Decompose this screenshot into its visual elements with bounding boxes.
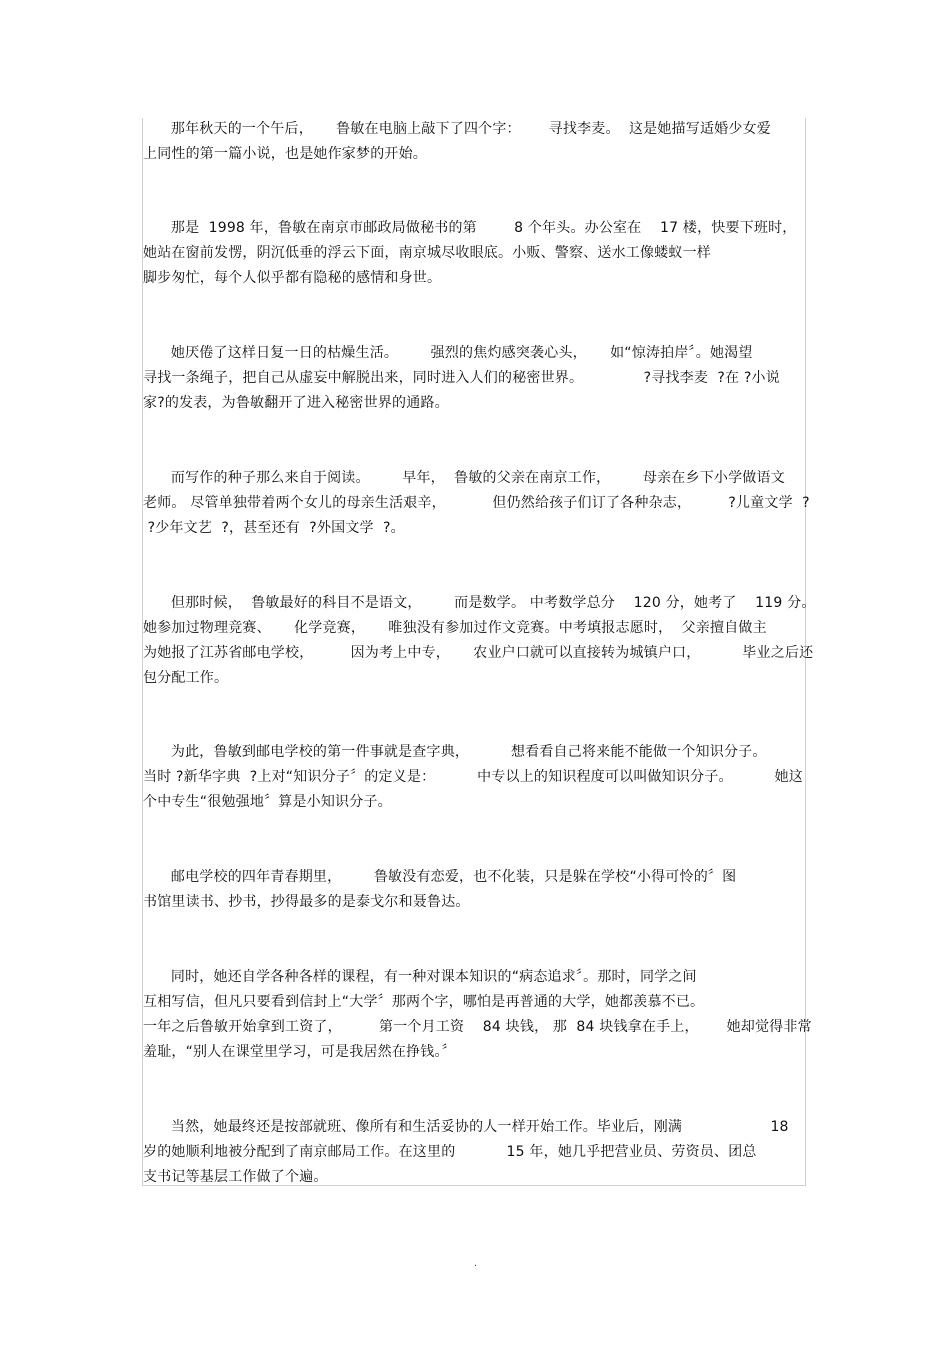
- text-line: 当然，她最终还是按部就班、像所有和生活妥协的人一样开始工作。毕业后，刚满 18: [143, 1119, 789, 1135]
- text-line: 而写作的种子那么来自于阅读。 早年， 鲁敏的父亲在南京工作， 母亲在乡下小学做语文: [143, 470, 785, 486]
- text-line: ?少年文艺 ?，甚至还有 ?外国文学 ?。: [143, 520, 405, 536]
- text-line: 那是 1998 年，鲁敏在南京市邮政局做秘书的第 8 个年头。办公室在 17 楼，快要下班时，: [143, 220, 797, 236]
- text-line: 书馆里读书、抄书，抄得最多的是泰戈尔和聂鲁达。: [143, 894, 470, 910]
- text-line: 一年之后鲁敏开始拿到工资了， 第一个月工资 84 块钱， 那 84 块钱拿在手上， 她却觉得非常: [143, 1019, 812, 1035]
- text-line: 她参加过物理竞赛、 化学竞赛， 唯独没有参加过作文竞赛。中考填报志愿时， 父亲擅自做主: [143, 620, 767, 636]
- text-line: 她厌倦了这样日复一日的枯燥生活。 强烈的焦灼感突袭心头， 如“惊涛拍岸〞。她渴望: [143, 345, 753, 361]
- text-line: 脚步匆忙，每个人似乎都有隐秘的感情和身世。: [143, 270, 442, 286]
- text-line: 个中专生“很勉强地〞算是小知识分子。: [143, 794, 392, 810]
- text-line: 岁的她顺利地被分配到了南京邮局工作。在这里的 15 年，她几乎把营业员、劳资员、团总: [143, 1144, 757, 1160]
- text-line: 为她报了江苏省邮电学校， 因为考上中专， 农业户口就可以直接转为城镇户口， 毕业之后还: [143, 645, 814, 661]
- text-line: 那年秋天的一个午后， 鲁敏在电脑上敲下了四个字： 寻找李麦。 这是她描写适婚少女爱: [143, 121, 771, 137]
- text-line: 老师。 尽管单独带着两个女儿的母亲生活艰辛， 但仍然给孩子们订了各种杂志， ?儿童文学 ?: [143, 495, 810, 511]
- page-frame: [142, 118, 816, 1186]
- text-line: 互相写信，但凡只要看到信封上“大学〞那两个字，哪怕是再普通的大学，她都羡慕不已。: [143, 994, 705, 1010]
- text-line: 当时 ?新华字典 ?上对“知识分子〞的定义是： 中专以上的知识程度可以叫做知识分子。 她这: [143, 769, 803, 785]
- text-line: 支书记等基层工作做了个遍。: [143, 1169, 328, 1185]
- text-line: 为此，鲁敏到邮电学校的第一件事就是查字典， 想看看自己将来能不能做一个知识分子。: [143, 744, 767, 760]
- text-line: 但那时候， 鲁敏最好的科目不是语文， 而是数学。 中考数学总分 120 分，她考了 119 分。: [143, 595, 816, 611]
- text-line: 包分配工作。: [143, 670, 229, 686]
- text-line: 上同性的第一篇小说，也是她作家梦的开始。: [143, 146, 427, 162]
- text-line: 同时，她还自学各种各样的课程，有一种对课本知识的“病态追求〞。那时，同学之间: [143, 969, 697, 985]
- text-line: 家?的发表，为鲁敏翻开了进入秘密世界的通路。: [143, 395, 449, 411]
- text-line: 羞耻，“别人在课堂里学习，可是我居然在挣钱。〞: [143, 1044, 456, 1060]
- text-line: 她站在窗前发愣，阴沉低垂的浮云下面，南京城尽收眼底。小贩、警察、送水工像蝼蚁一样: [143, 245, 711, 261]
- text-line: 邮电学校的四年青春期里， 鲁敏没有恋爱，也不化装，只是躲在学校“小得可怜的〞图: [143, 869, 737, 885]
- text-line: 寻找一条绳子，把自己从虚妄中解脱出来，同时进入人们的秘密世界。 ?寻找李麦 ?在 ?小说: [143, 370, 780, 386]
- page-marker: .: [474, 1258, 478, 1269]
